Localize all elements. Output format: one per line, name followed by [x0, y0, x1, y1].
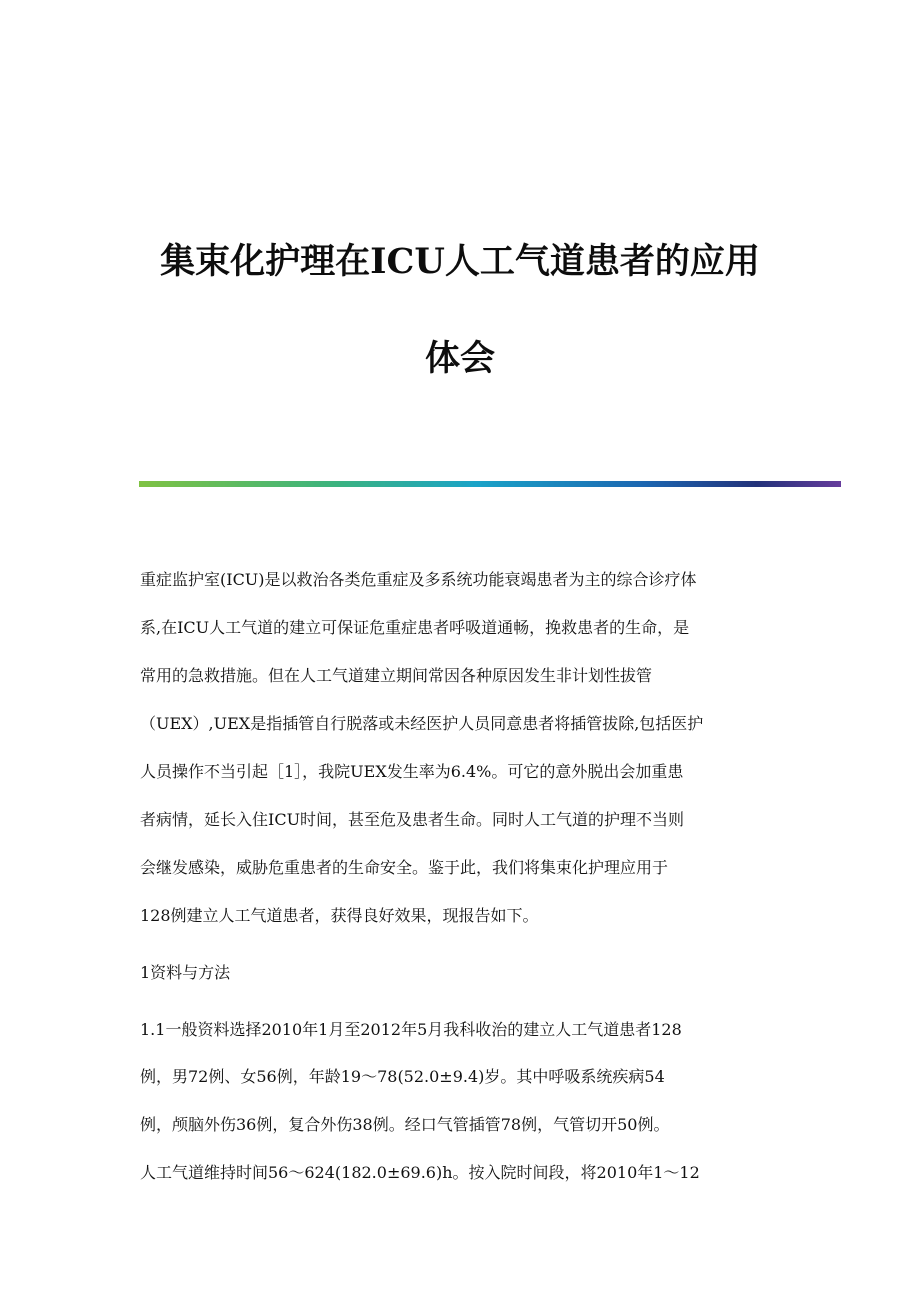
document-title-line-2: 体会: [424, 338, 495, 380]
body-line: 1.1一般资料选择2010年1月至2012年5月我科收治的建立人工气道患者128: [140, 1020, 682, 1039]
section-heading: 1资料与方法: [140, 963, 231, 982]
body-line: 128例建立人工气道患者，获得良好效果，现报告如下。: [140, 906, 539, 925]
document-title-line-1: 集束化护理在ICU人工气道患者的应用: [160, 241, 760, 283]
body-line: 重症监护室(ICU)是以救治各类危重症及多系统功能衰竭患者为主的综合诊疗体: [140, 570, 697, 589]
gradient-divider: [139, 481, 841, 487]
body-line: 例，男72例、女56例，年龄19～78(52.0±9.4)岁。其中呼吸系统疾病54: [140, 1067, 665, 1086]
body-line: 例，颅脑外伤36例，复合外伤38例。经口气管插管78例，气管切开50例。: [140, 1115, 670, 1134]
body-line: 常用的急救措施。但在人工气道建立期间常因各种原因发生非计划性拔管: [140, 666, 653, 685]
body-line: 人员操作不当引起［1］，我院UEX发生率为6.4%。可它的意外脱出会加重患: [140, 762, 684, 781]
body-line: 人工气道维持时间56～624(182.0±69.6)h。按入院时间段，将2010年1～12: [140, 1163, 700, 1182]
body-line: 会继发感染，威胁危重患者的生命安全。鉴于此，我们将集束化护理应用于: [140, 858, 669, 877]
body-line: （UEX）,UEX是指插管自行脱落或未经医护人员同意患者将插管拔除,包括医护: [140, 714, 704, 733]
body-line: 系,在ICU人工气道的建立可保证危重症患者呼吸道通畅，挽救患者的生命，是: [140, 618, 690, 637]
body-line: 者病情，延长入住ICU时间，甚至危及患者生命。同时人工气道的护理不当则: [140, 810, 685, 829]
